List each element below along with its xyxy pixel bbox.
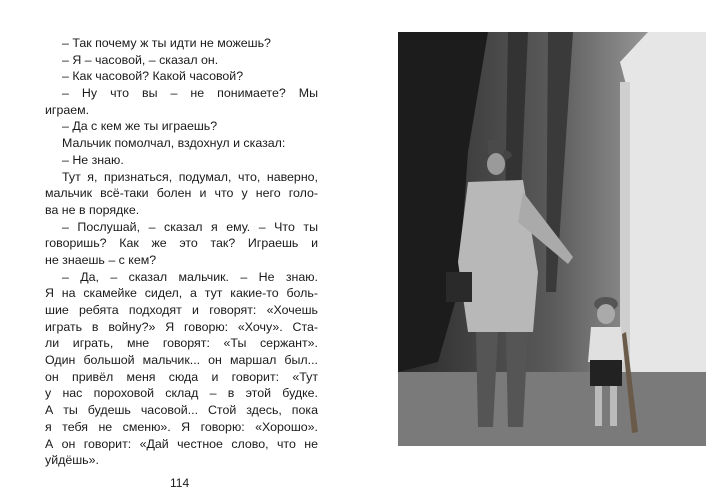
text-line: – Ну что вы – не понимаете? Мы xyxy=(62,86,318,101)
text-line: – Да с кем же ты играешь? xyxy=(62,119,218,134)
text-line: Тут я, признаться, подумал, что, наверно, xyxy=(62,169,318,184)
text-line: уйдёшь». xyxy=(45,453,99,468)
text-line: Мальчик помолчал, вздохнул и сказал: xyxy=(62,136,286,151)
text-line: я тебя не сменю». Я говорю: «Хорошо». xyxy=(45,419,318,434)
book xyxy=(446,272,472,302)
page-number: 114 xyxy=(170,476,190,490)
text-line: – Так почему ж ты идти не можешь? xyxy=(62,36,271,50)
text-line: говоришь? Как же это так? Играешь и xyxy=(45,236,318,251)
ground xyxy=(398,372,706,446)
text-line: Один большой мальчик... он маршал был... xyxy=(45,353,318,368)
text-line: мальчик всё-таки болен и что у него голо- xyxy=(45,186,318,201)
text-line: ва не в порядке. xyxy=(45,202,140,217)
text-line: – Как часовой? Какой часовой? xyxy=(62,69,244,84)
text-line: А он говорит: «Дай честное слово, что не xyxy=(45,436,318,451)
text-line: – Я – часовой, – сказал он. xyxy=(62,52,219,67)
text-line: Я на скамейке сидел, а тут какие-то боль- xyxy=(45,286,318,301)
text-line: шие ребята подходят и говорят: «Хочешь xyxy=(45,303,318,317)
body-text xyxy=(45,35,318,469)
illustration xyxy=(398,32,706,446)
text-line: у нас пороховой склад – в этой будке. xyxy=(45,386,318,401)
text-line: не знаешь – с кем? xyxy=(45,252,157,267)
text-line: – Послушай, – сказал я ему. – Что ты xyxy=(62,219,318,234)
text-line: играем. xyxy=(45,102,90,117)
text-line: – Да, – сказал мальчик. – Не знаю. xyxy=(62,269,318,284)
text-line: А ты будешь часовой... Стой здесь, пока xyxy=(45,403,318,418)
text-line: – Не знаю. xyxy=(62,152,124,167)
text-line: он привёл меня сюда и говорит: «Тут xyxy=(45,369,318,384)
text-line: играть в войну?» Я говорю: «Хочу». Ста- xyxy=(45,319,318,334)
text-line: ли играть, мне говорят: «Ты сержант». xyxy=(45,336,318,351)
